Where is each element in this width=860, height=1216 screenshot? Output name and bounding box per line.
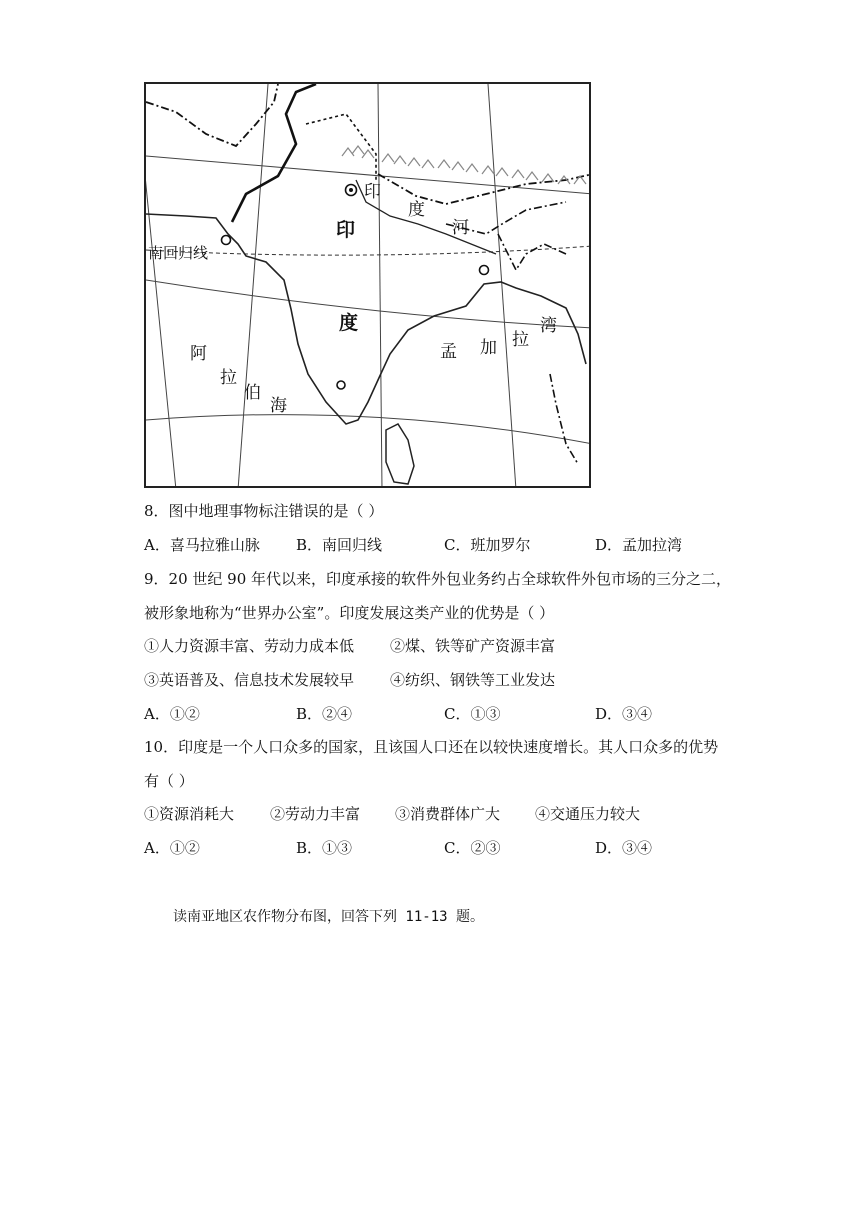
q10-option-a: A．①② — [144, 839, 200, 857]
label-arabian-2: 拉 — [220, 368, 237, 388]
q9-option-d: D．③④ — [595, 705, 653, 723]
q9-item-1: ①人力资源丰富、劳动力成本低 — [144, 637, 355, 655]
label-bengal-1: 孟 — [440, 342, 457, 362]
label-bengal-2: 加 — [480, 338, 497, 358]
label-arabian-3: 伯 — [244, 383, 261, 403]
q8-option-a: A．喜马拉雅山脉 — [144, 536, 260, 554]
label-india-bottom: 度 — [339, 312, 359, 334]
label-river-3: 河 — [452, 218, 469, 238]
q10-item-2: ②劳动力丰富 — [270, 805, 361, 823]
q8-option-d: D．孟加拉湾 — [595, 536, 683, 554]
q9-stem-line-1: 9．20 世纪 90 年代以来，印度承接的软件外包业务约占全球软件外包市场的三分之二， — [144, 570, 732, 588]
label-bengal-3: 拉 — [512, 330, 529, 350]
q9-option-b: B．②④ — [296, 705, 353, 723]
q9-item-3: ③英语普及、信息技术发展较早 — [144, 671, 355, 689]
q10-option-b: B．①③ — [296, 839, 353, 857]
q10-stem-line-2: 有（ ） — [144, 772, 194, 790]
q8-option-c: C．班加罗尔 — [444, 536, 531, 554]
q8-stem: 8．图中地理事物标注错误的是（ ） — [144, 502, 384, 520]
label-river-1: 印 — [364, 182, 381, 202]
q9-item-2: ②煤、铁等矿产资源丰富 — [390, 637, 556, 655]
label-tropic: 南回归线 — [148, 244, 209, 262]
label-arabian-4: 海 — [270, 396, 287, 416]
south-asia-map — [144, 82, 591, 488]
q9-stem-line-2: 被形象地称为“世界办公室”。印度发展这类产业的优势是（ ） — [144, 604, 555, 622]
map-drawing — [146, 84, 591, 488]
q10-option-c: C．②③ — [444, 839, 501, 857]
q10-item-1: ①资源消耗大 — [144, 805, 235, 823]
label-india-top: 印 — [336, 219, 356, 241]
q9-option-c: C．①③ — [444, 705, 501, 723]
section-intro: 读南亚地区农作物分布图，回答下列 11-13 题。 — [173, 909, 484, 925]
q10-item-3: ③消费群体广大 — [395, 805, 501, 823]
q10-option-d: D．③④ — [595, 839, 653, 857]
q10-stem-line-1: 10．印度是一个人口众多的国家，且该国人口还在以较快速度增长。其人口众多的优势 — [144, 738, 719, 756]
q10-item-4: ④交通压力较大 — [535, 805, 641, 823]
q9-option-a: A．①② — [144, 705, 200, 723]
q8-option-b: B．南回归线 — [296, 536, 383, 554]
label-bengal-4: 湾 — [540, 316, 557, 336]
label-arabian-1: 阿 — [190, 344, 207, 364]
q9-item-4: ④纺织、钢铁等工业发达 — [390, 671, 556, 689]
label-river-2: 度 — [408, 200, 425, 220]
